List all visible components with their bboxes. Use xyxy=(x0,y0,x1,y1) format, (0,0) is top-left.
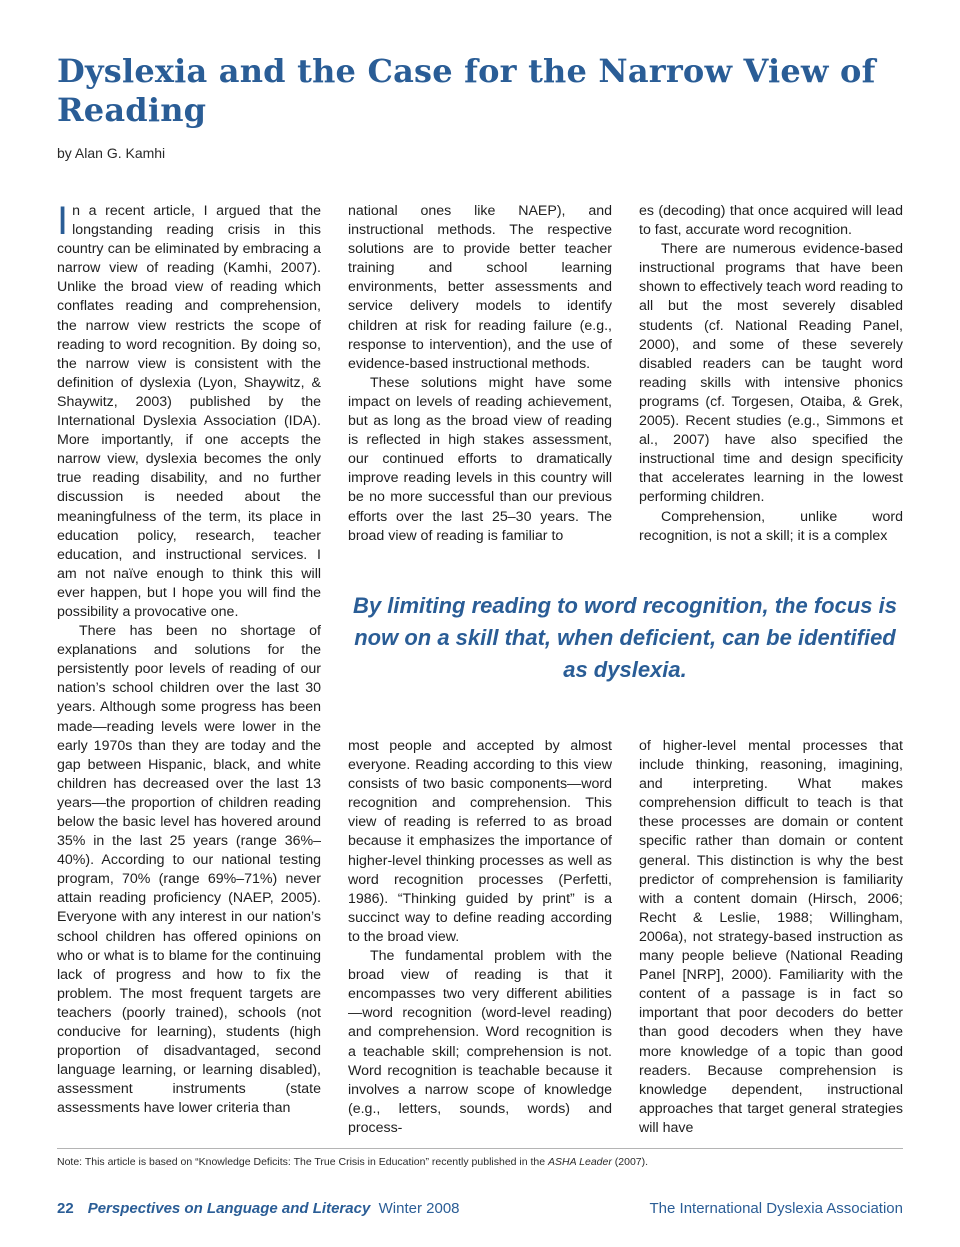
pull-quote: By limiting reading to word recognition, the focus is now on a skill that, when deficient, can be identified as dyslexia. xyxy=(353,593,897,682)
footnote xyxy=(57,1156,903,1168)
footnote-source: ASHA Leader xyxy=(548,1156,612,1168)
paragraph: Comprehension, unlike word recognition, is not a skill; it is a complex xyxy=(639,508,903,544)
column-middle-bottom xyxy=(348,737,612,1138)
column-right-top xyxy=(639,202,903,546)
footnote-divider xyxy=(57,1148,903,1149)
byline: by Alan G. Kamhi xyxy=(57,145,166,161)
journal-title: Perspectives on Language and Literacy xyxy=(87,1200,371,1217)
paragraph-text: n a recent article, I argued that the longstanding reading crisis in this country can be eliminated by embracing a narrow view of reading (Kamhi, 2007). Unlike the broad view of reading which conflates reading and comprehension, the narrow view restricts the scope of reading to word recognition. By doing so, the narrow view is consistent with the definition of dyslexia (Lyon, Shaywitz, & Shaywitz, 2003) published by the International Dyslexia Association (IDA). More importantly, if one accepts the narrow view, dyslexia becomes the only true reading disability, and no further discussion is needed about the meaningfulness of the term, its place in education policy, research, teacher education, and instructional services. I am not naïve enough to think this will ever happen, but I hope you will find the possibility a provocative one. xyxy=(57,203,321,620)
article-title: Dyslexia and the Case for the Narrow View of Reading xyxy=(57,52,876,129)
column-right-bottom xyxy=(639,737,903,1138)
drop-cap: I xyxy=(57,199,69,243)
page-footer xyxy=(57,1200,903,1217)
paragraph: national ones like NAEP), and instructional methods. The respective solutions are to provide better teacher training and school learning environments, better assessments and service delivery models to identify children at risk for reading failure (e.g., response to intervention), and the use of evidence-based instructional methods. xyxy=(348,203,612,372)
page-number: 22 xyxy=(57,1200,74,1217)
paragraph: These solutions might have some impact on levels of reading achievement, but as long as the broad view of reading is reflected in high stakes assessment, our continued efforts to dramatically improve reading levels in this country will be no more successful than our previous efforts over the last 25–30 years. The broad view of reading is familiar to xyxy=(348,374,612,544)
footnote-suffix: (2007). xyxy=(611,1156,649,1168)
publisher-name: The International Dyslexia Association xyxy=(649,1200,903,1217)
issue-date: Winter 2008 xyxy=(378,1200,460,1217)
column-left xyxy=(57,199,321,1119)
paragraph: There has been no shortage of explanations and solutions for the persistently poor levels of reading of our nation’s school children over the last 30 years. Although some progress has been made—reading levels were lower in the early 1970s than they are today and the gap between Hispanic, black, and white children has decreased over the last 13 years—the proportion of children reading below the basic level has hovered around 35% in the last 25 years (range 36%–40%). According to our national testing program, 70% (range 69%–71%) never attain reading proficiency (NAEP, 2005). Everyone with any interest in our nation’s school children has offered opinions on who or what is to blame for the continuing lack of progress and how to fix the problem. The most frequent targets are teachers (poorly trained), schools (not conducive for learning), students (high proportion of disadvantaged, second language learning, or learning disabled), assessment instruments (state assessments have lower criteria than xyxy=(57,623,321,1117)
column-middle-top xyxy=(348,202,612,546)
paragraph xyxy=(57,199,321,622)
paragraph: of higher-level mental processes that include thinking, reasoning, imagining, and interpreting. What makes comprehension difficult to teach is that these processes are domain or content specific rather than domain or content general. This distinction is why the best predictor of comprehension is familiarity with a content domain (Hirsch, 2006; Recht & Leslie, 1988; Willingham, 2006a), not strategy-based instruction as many people believe (National Reading Panel [NRP], 2000). Familiarity with the content of a passage is in fact so important that poor decoders do better than good decoders when they have more knowledge of a topic than good readers. Because comprehension is knowledge dependent, instructional approaches that target general strategies will have xyxy=(639,738,903,1136)
paragraph: es (decoding) that once acquired will lead to fast, accurate word recognition. xyxy=(639,203,903,239)
paragraph: The fundamental problem with the broad view of reading is that it encompasses two very different abilities—word recognition (word-level reading) and comprehension. Word recognition is a teachable skill; comprehension is not. Word recognition is teachable because it involves a narrow scope of knowledge (e.g., letters, sounds, words) and process- xyxy=(348,948,612,1136)
footnote-prefix: Note: This article is based on “Knowledge Deficits: The True Crisis in Education” recently published in the xyxy=(57,1156,549,1168)
paragraph: There are numerous evidence-based instructional programs that have been shown to effectively teach word reading to all but the most severely disabled students (cf. National Reading Panel, 2000), and some of these severely disabled readers can be taught word reading skills with intensive phonics programs (cf. Torgesen, Otaiba, & Grek, 2005). Recent studies (e.g., Simmons et al., 2007) have also specified the instructional time and design specificity that accelerates learning in the lowest performing children. xyxy=(639,241,903,506)
paragraph: most people and accepted by almost everyone. Reading according to this view consists of two basic components—word recognition and comprehension. This view of reading is referred to as broad because it emphasizes the importance of higher-level thinking processes as well as word recognition processes (Perfetti, 1986). “Thinking guided by print” is a succinct way to define reading according to the broad view. xyxy=(348,738,612,945)
